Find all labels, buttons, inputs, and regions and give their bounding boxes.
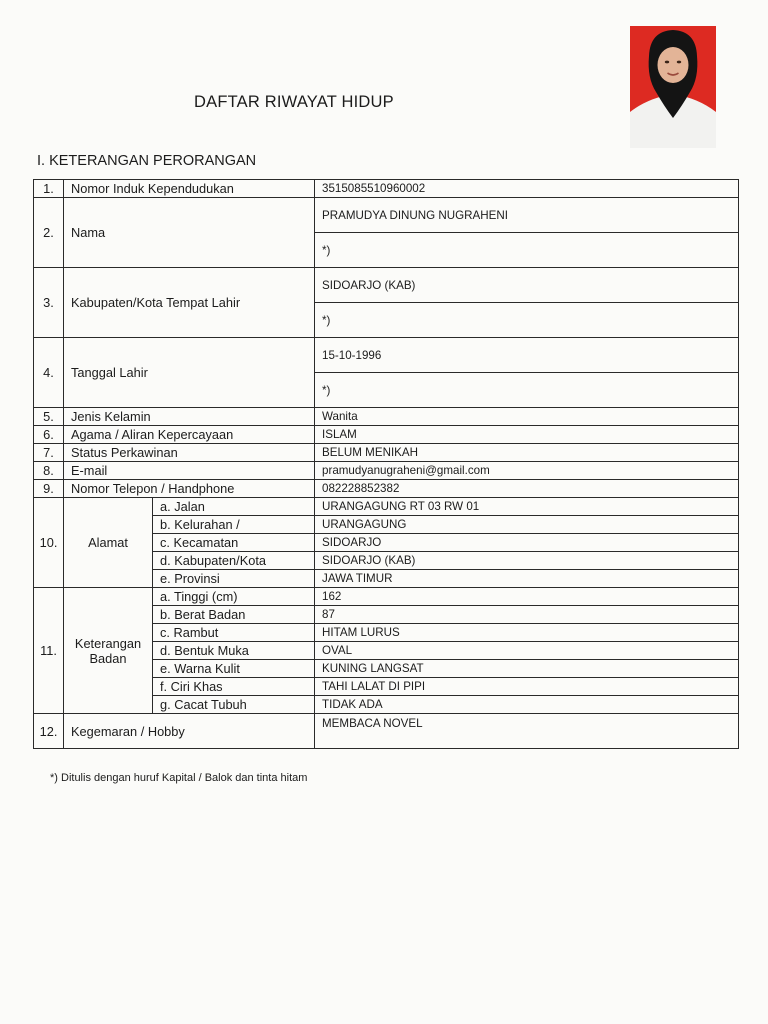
row-label: Agama / Aliran Kepercayaan (64, 426, 315, 444)
row-label-line: Badan (89, 650, 127, 666)
row-value: 15-10-1996 (315, 338, 739, 373)
sub-label: g. Cacat Tubuh (153, 696, 315, 714)
table-row (34, 462, 739, 480)
personal-info-table (33, 179, 739, 749)
row-number: 1. (34, 180, 64, 198)
sub-value: 162 (315, 588, 739, 606)
document-title: DAFTAR RIWAYAT HIDUP (194, 93, 394, 111)
sub-value: KUNING LANGSAT (315, 660, 739, 678)
sub-value: TIDAK ADA (315, 696, 739, 714)
row-label: Tanggal Lahir (64, 338, 315, 408)
row-note: *) (315, 373, 739, 408)
table-row (34, 588, 739, 606)
table-row (34, 408, 739, 426)
table-row (34, 338, 739, 373)
row-label: Jenis Kelamin (64, 408, 315, 426)
table-row (34, 498, 739, 516)
row-value: MEMBACA NOVEL (315, 714, 739, 749)
table-row (34, 426, 739, 444)
row-label (64, 588, 153, 714)
row-value: ISLAM (315, 426, 739, 444)
sub-value: SIDOARJO (KAB) (315, 552, 739, 570)
row-label: Nomor Telepon / Handphone (64, 480, 315, 498)
table-row (34, 268, 739, 303)
row-value: BELUM MENIKAH (315, 444, 739, 462)
sub-label: d. Bentuk Muka (153, 642, 315, 660)
row-number: 9. (34, 480, 64, 498)
row-value: PRAMUDYA DINUNG NUGRAHENI (315, 198, 739, 233)
sub-label: b. Kelurahan / (153, 516, 315, 534)
row-number: 5. (34, 408, 64, 426)
sub-value: URANGAGUNG (315, 516, 739, 534)
row-label: E-mail (64, 462, 315, 480)
row-number: 3. (34, 268, 64, 338)
row-number: 7. (34, 444, 64, 462)
row-value: Wanita (315, 408, 739, 426)
row-note: *) (315, 303, 739, 338)
row-value: 3515085510960002 (315, 180, 739, 198)
table-row (34, 714, 739, 749)
sub-label: f. Ciri Khas (153, 678, 315, 696)
row-label-line: Keterangan (74, 635, 142, 651)
sub-value: HITAM LURUS (315, 624, 739, 642)
sub-label: c. Rambut (153, 624, 315, 642)
section-title: I. KETERANGAN PERORANGAN (37, 153, 257, 169)
row-label: Kabupaten/Kota Tempat Lahir (64, 268, 315, 338)
sub-value: JAWA TIMUR (315, 570, 739, 588)
sub-value: URANGAGUNG RT 03 RW 01 (315, 498, 739, 516)
row-label: Alamat (64, 498, 153, 588)
sub-label: a. Jalan (153, 498, 315, 516)
sub-value: SIDOARJO (315, 534, 739, 552)
sub-label: a. Tinggi (cm) (153, 588, 315, 606)
table-row (34, 198, 739, 233)
sub-label: e. Provinsi (153, 570, 315, 588)
phone-value: 082228852382 (315, 480, 739, 498)
sub-label: c. Kecamatan (153, 534, 315, 552)
row-number: 2. (34, 198, 64, 268)
row-number: 4. (34, 338, 64, 408)
row-value: SIDOARJO (KAB) (315, 268, 739, 303)
row-number: 10. (34, 498, 64, 588)
row-label: Nomor Induk Kependudukan (64, 180, 315, 198)
footnote: *) Ditulis dengan huruf Kapital / Balok dan tinta hitam (50, 772, 308, 784)
row-number: 6. (34, 426, 64, 444)
table-row (34, 180, 739, 198)
row-note: *) (315, 233, 739, 268)
row-label: Kegemaran / Hobby (64, 714, 315, 749)
sub-label: e. Warna Kulit (153, 660, 315, 678)
sub-label: d. Kabupaten/Kota (153, 552, 315, 570)
row-number: 12. (34, 714, 64, 749)
sub-label: b. Berat Badan (153, 606, 315, 624)
profile-photo (630, 26, 716, 148)
sub-value: TAHI LALAT DI PIPI (315, 678, 739, 696)
row-number: 11. (34, 588, 64, 714)
row-number: 8. (34, 462, 64, 480)
sub-value: 87 (315, 606, 739, 624)
row-label: Status Perkawinan (64, 444, 315, 462)
email-value: pramudyanugraheni@gmail.com (315, 462, 739, 480)
sub-value: OVAL (315, 642, 739, 660)
table-row (34, 444, 739, 462)
table-row (34, 480, 739, 498)
row-label: Nama (64, 198, 315, 268)
portrait-photo-icon (630, 26, 716, 148)
